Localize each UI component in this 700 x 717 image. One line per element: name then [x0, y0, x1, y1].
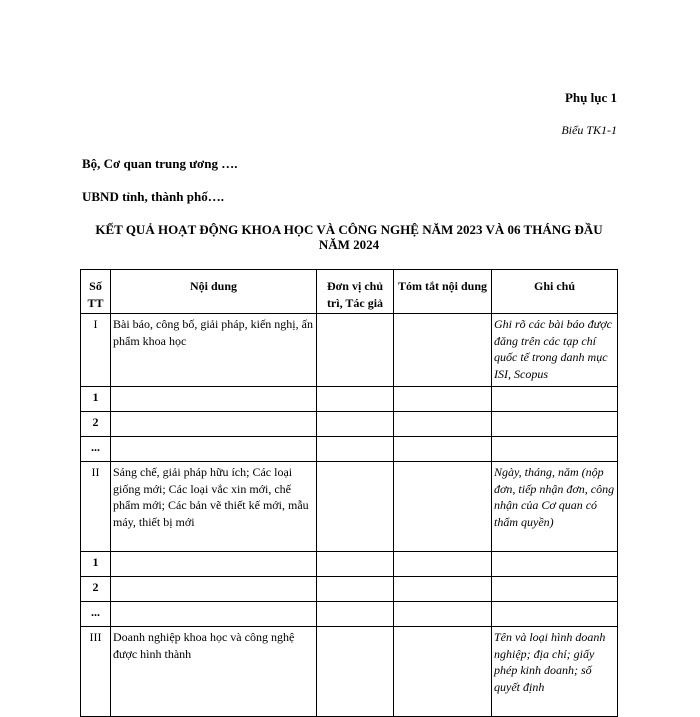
- section-summary-cell: [394, 627, 492, 717]
- column-header-note: Ghi chú: [492, 270, 618, 314]
- row-stt: 2: [81, 412, 111, 437]
- column-header-summary: Tóm tắt nội dung: [394, 270, 492, 314]
- section-unit-cell: [317, 462, 394, 552]
- table-cell: [317, 577, 394, 602]
- section-stt: II: [81, 462, 111, 552]
- section-note: Tên và loại hình doanh nghiệp; địa chỉ; giấy phép kinh doanh; số quyết định: [492, 627, 618, 717]
- table-cell: [394, 437, 492, 462]
- row-stt: 1: [81, 387, 111, 412]
- table-cell: [111, 552, 317, 577]
- section-note: Ngày, tháng, năm (nộp đơn, tiếp nhận đơn, công nhận của Cơ quan có thẩm quyền): [492, 462, 618, 552]
- table-cell: [317, 602, 394, 627]
- table-row: [81, 437, 618, 462]
- table-cell: [111, 602, 317, 627]
- table-cell: [394, 412, 492, 437]
- section-unit-cell: [317, 627, 394, 717]
- table-cell: [394, 602, 492, 627]
- section-row-3: [81, 627, 618, 717]
- row-stt: ...: [81, 437, 111, 462]
- table-cell: [394, 387, 492, 412]
- form-code: Biểu TK1-1: [561, 123, 617, 137]
- row-stt: 1: [81, 552, 111, 577]
- section-content: Sáng chế, giải pháp hữu ích; Các loại giống mới; Các loại vắc xin mới, chế phẩm mới; Các bản vẽ thiết kế mới, mẫu máy, thiết bị mới: [111, 462, 317, 552]
- table-cell: [394, 552, 492, 577]
- table-row: [81, 412, 618, 437]
- row-stt: ...: [81, 602, 111, 627]
- table-row: [81, 577, 618, 602]
- section-row-1: [81, 314, 618, 387]
- document-title: KẾT QUẢ HOẠT ĐỘNG KHOA HỌC VÀ CÔNG NGHỆ NĂM 2023 VÀ 06 THÁNG ĐẦU NĂM 2024: [95, 222, 603, 252]
- table-cell: [394, 577, 492, 602]
- section-summary-cell: [394, 314, 492, 387]
- table-cell: [492, 602, 618, 627]
- section-note: Ghi rõ các bài báo được đăng trên các tạp chí quốc tế trong danh mục ISI, Scopus: [492, 314, 618, 387]
- table-cell: [111, 577, 317, 602]
- table-row: [81, 602, 618, 627]
- report-table: [80, 269, 618, 717]
- table-header-row: [81, 270, 618, 314]
- table-cell: [317, 412, 394, 437]
- section-row-2: [81, 462, 618, 552]
- column-header-stt: Số TT: [81, 270, 111, 314]
- table-cell: [492, 552, 618, 577]
- appendix-label: Phụ lục 1: [564, 90, 617, 105]
- table-cell: [317, 552, 394, 577]
- ministry-line: Bộ, Cơ quan trung ương ….: [82, 156, 238, 171]
- table-cell: [317, 437, 394, 462]
- column-header-content: Nội dung: [111, 270, 317, 314]
- table-cell: [111, 437, 317, 462]
- table-cell: [492, 437, 618, 462]
- table-cell: [111, 412, 317, 437]
- table-cell: [317, 387, 394, 412]
- table-cell: [492, 387, 618, 412]
- table-cell: [111, 387, 317, 412]
- section-stt: I: [81, 314, 111, 387]
- section-stt: III: [81, 627, 111, 717]
- section-summary-cell: [394, 462, 492, 552]
- table-row: [81, 387, 618, 412]
- column-header-unit: Đơn vị chủ trì, Tác giả: [317, 270, 394, 314]
- province-line: UBND tỉnh, thành phố….: [82, 189, 224, 204]
- section-content: Doanh nghiệp khoa học và công nghệ được hình thành: [111, 627, 317, 717]
- table-cell: [492, 577, 618, 602]
- section-unit-cell: [317, 314, 394, 387]
- row-stt: 2: [81, 577, 111, 602]
- section-content: Bài báo, công bố, giải pháp, kiến nghị, ấn phẩm khoa học: [111, 314, 317, 387]
- table-cell: [492, 412, 618, 437]
- table-row: [81, 552, 618, 577]
